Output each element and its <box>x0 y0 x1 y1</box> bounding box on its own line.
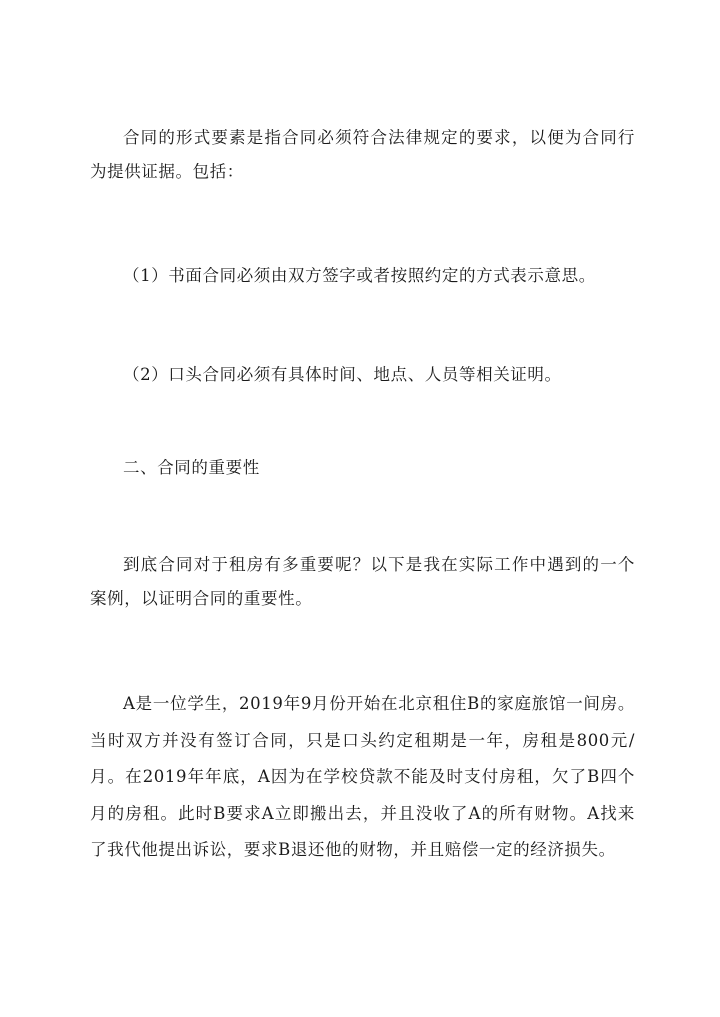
paragraph-case-intro: 到底合同对于租房有多重要呢？以下是我在实际工作中遇到的一个案例，以证明合同的重要性。 <box>90 555 635 608</box>
section-heading-importance: 二、合同的重要性 <box>123 458 260 477</box>
paragraph-case-details: A是一位学生，2019年9月份开始在北京租住B的家庭旅馆一间房。当时双方并没有签订合同，只是口头约定租期是一年，房租是800元/月。在2019年年底，A因为在学校贷款不能及时支付房租，欠了B四个月的房租。此时B要求A立即搬出去，并且没收了A的所有财物。A找来了我代他提出诉讼，要求B退还他的财物，并且赔偿一定的经济损失。 <box>90 694 635 859</box>
paragraph-formal-elements: 合同的形式要素是指合同必须符合法律规定的要求，以便为合同行为提供证据。包括： <box>90 128 635 181</box>
list-item-oral-contract: （2）口头合同必须有具体时间、地点、人员等相关证明。 <box>123 365 562 384</box>
list-item-written-contract: （1）书面合同必须由双方签字或者按照约定的方式表示意思。 <box>123 266 596 285</box>
